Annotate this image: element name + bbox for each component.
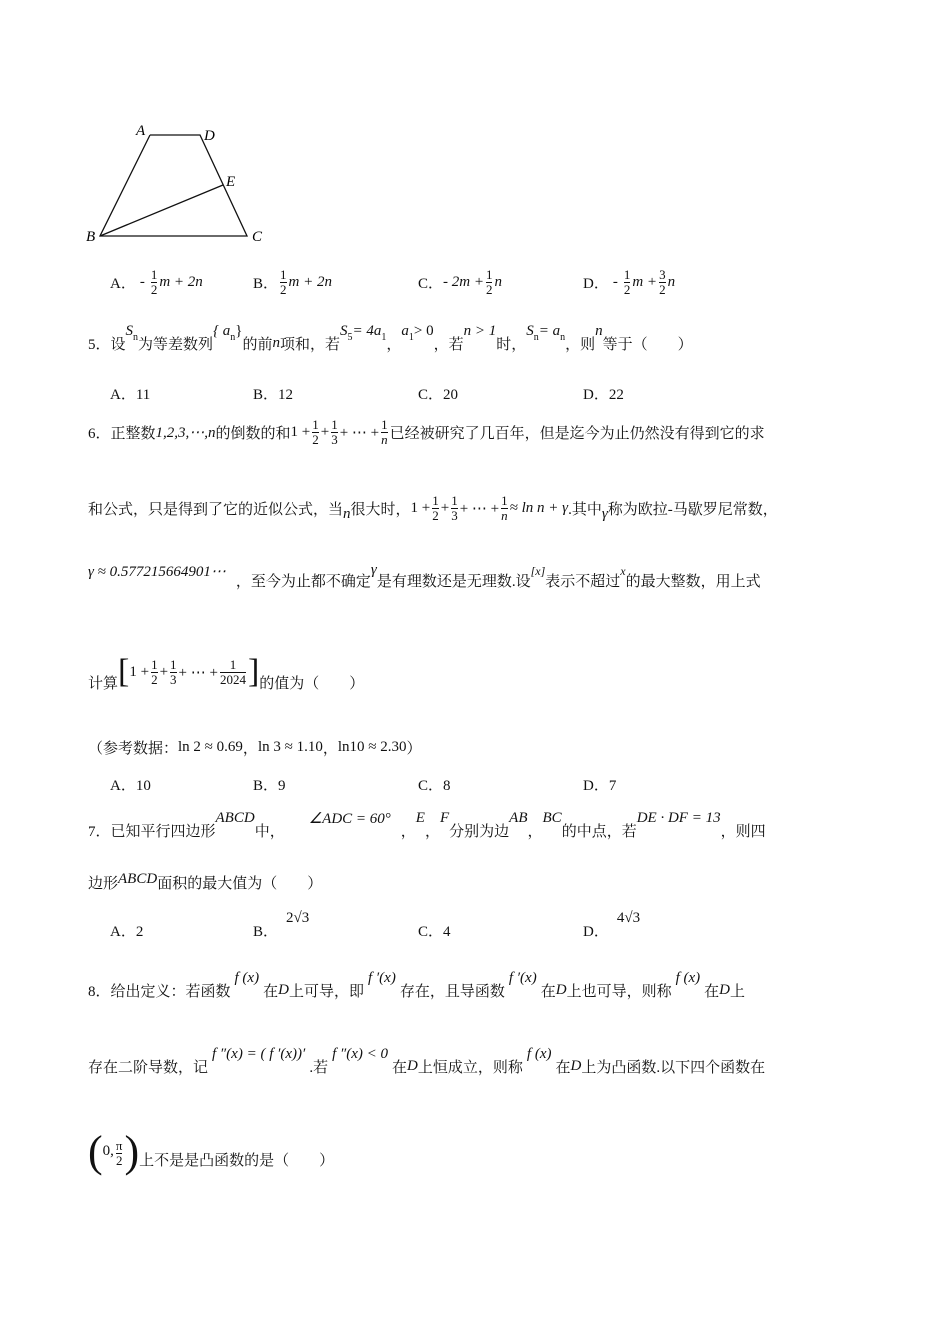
text-run: ，若 <box>433 337 464 353</box>
text-run: ln 2 ≈ 0.69 <box>178 739 243 755</box>
label-d: D <box>204 128 215 144</box>
text-run: DE · DF = 13 <box>636 810 721 826</box>
text-run: 的倒数的和 <box>215 426 291 442</box>
q7-option-c[interactable]: C．4 <box>418 924 451 940</box>
q4-option-c[interactable] <box>418 268 502 297</box>
text-run: ∠ADC = 60° <box>308 811 391 827</box>
text-run: 1 <box>501 493 508 508</box>
text-run: ，至今为止都不确定 <box>235 574 371 590</box>
text-run: 2 <box>150 282 158 297</box>
text-run: 很大时， <box>350 502 411 518</box>
text-run: 3 <box>331 432 338 447</box>
expr: m + 2n <box>288 274 332 290</box>
label-a: A <box>136 123 146 139</box>
text-run: 分别为边 <box>449 824 510 840</box>
text-run: 2024 <box>219 671 246 687</box>
text-run: f (x) <box>675 970 701 986</box>
option-label: C． <box>418 276 444 292</box>
fraction <box>501 494 508 523</box>
text-run: 2 <box>659 282 666 297</box>
fraction <box>151 658 158 687</box>
fraction <box>451 494 458 523</box>
fraction <box>624 268 631 297</box>
text-run: 1 <box>280 267 287 282</box>
text-run: ， <box>527 824 543 840</box>
text-run: 5．设 <box>88 337 126 353</box>
q6-stem-line4 <box>88 653 365 692</box>
text-run: 2 <box>623 282 631 297</box>
q7-option-b[interactable] <box>253 908 310 940</box>
text-run: D <box>278 982 289 998</box>
text-run: 1 <box>151 656 158 672</box>
text-run: ， <box>400 824 416 840</box>
text-run: 3 <box>451 508 458 523</box>
fraction <box>331 418 338 447</box>
fraction <box>381 418 388 447</box>
fraction <box>151 268 158 297</box>
text-run: 5 <box>347 332 353 343</box>
q6-option-c[interactable]: C．8 <box>418 778 451 794</box>
text-run: S <box>125 323 134 339</box>
text-run: + ⋯ + <box>339 425 380 441</box>
text-run: F <box>439 810 450 826</box>
text-run: BC <box>542 810 562 826</box>
text-run: { a <box>213 323 231 339</box>
text-run: D <box>719 982 731 998</box>
text-run: 面积的最大值为（ ） <box>157 876 323 892</box>
fraction <box>486 268 493 297</box>
text-run: n <box>501 508 508 523</box>
text-run: 和公式，只是得到了它的近似公式，当 <box>88 502 344 518</box>
text-run: f (x) <box>234 970 260 986</box>
fraction <box>220 658 246 687</box>
expr: n <box>494 274 502 290</box>
text-run: .若 <box>309 1060 329 1076</box>
text-run: 1 <box>312 417 319 432</box>
text-run: > 0 <box>413 323 434 339</box>
text-run: [x] <box>530 564 546 578</box>
text-run: f ′(x) <box>508 970 537 986</box>
fraction <box>659 268 666 297</box>
text-run: 在 <box>263 984 279 1000</box>
q5-option-b[interactable]: B．12 <box>253 387 294 403</box>
text-run: 上不是是凸函数的是（ ） <box>139 1153 335 1169</box>
q8-stem-line1 <box>88 970 746 1001</box>
text-run: f (x) <box>526 1046 552 1062</box>
q5-option-d[interactable]: D．22 <box>583 387 624 403</box>
text-run: ，则 <box>565 337 596 353</box>
q7-stem-line2 <box>88 872 322 893</box>
expr: m + <box>632 274 658 290</box>
text-run: 等于（ ） <box>602 337 693 353</box>
text-run: 存在二阶导数，记 <box>88 1060 209 1076</box>
fraction <box>432 494 439 523</box>
q6-reference-data <box>88 737 422 758</box>
text-run: + <box>320 424 330 440</box>
text-run: 上也可导，则称 <box>566 984 672 1000</box>
text-run: } <box>235 323 243 339</box>
text-run: B． <box>253 924 279 940</box>
text-run: n <box>133 332 139 343</box>
text-run: 计算 <box>88 675 119 692</box>
q6-stem-line1 <box>88 418 765 447</box>
text-run: [ <box>118 653 130 690</box>
text-run: ln 3 ≈ 1.10 <box>257 739 323 755</box>
text-run: .其中 <box>568 502 602 518</box>
trapezoid-figure <box>80 115 280 255</box>
text-run: + ⋯ + <box>459 501 500 517</box>
text-run: （参考数据： <box>88 741 179 757</box>
text-run: n <box>560 332 566 343</box>
text-run: 上为凸函数.以下四个函数在 <box>581 1060 766 1076</box>
text-run: 2 <box>312 432 319 447</box>
text-run: 1 + <box>290 424 311 440</box>
q4-option-a[interactable] <box>110 268 203 297</box>
text-run: 6．正整数 <box>88 426 156 442</box>
text-run: 2 <box>151 671 158 687</box>
text-run: 边形 <box>88 876 119 892</box>
text-run: S <box>340 323 348 339</box>
text-run: 的最大整数，用上式 <box>625 574 761 590</box>
text-run: n > 1 <box>463 323 497 339</box>
q8-stem-line2 <box>88 1046 766 1077</box>
label-c: C <box>252 229 263 245</box>
text-run: γ <box>370 562 377 578</box>
expr: m + 2n <box>159 274 203 290</box>
text-run: 7．已知平行四边形 <box>88 824 216 840</box>
text-run: 2 <box>115 1153 123 1168</box>
text-run: 1 <box>451 493 458 508</box>
text-run: 在 <box>540 984 556 1000</box>
text-run: 1,2,3,⋯,n <box>155 425 216 441</box>
text-run: n <box>595 323 603 339</box>
text-run: 1 <box>150 267 158 282</box>
q6-stem-line2 <box>88 494 778 523</box>
text-run: + ⋯ + <box>178 664 218 681</box>
fraction <box>312 418 319 447</box>
text-run: AB <box>509 810 528 826</box>
text-run: 1 <box>229 656 237 672</box>
text-run: + <box>159 663 169 680</box>
text-run: 2 <box>280 282 287 297</box>
fraction <box>280 268 287 297</box>
text-run: 表示不超过 <box>545 574 621 590</box>
text-run: n <box>343 506 351 522</box>
option-label: D． <box>583 276 609 292</box>
text-run: ABCD <box>118 871 158 887</box>
q7-option-d[interactable] <box>583 908 641 940</box>
text-run: 称为欧拉-马歇罗尼常数， <box>607 502 778 518</box>
text-run: 1 + <box>410 500 431 516</box>
text-run: 2 <box>432 508 439 523</box>
text-run: 1 <box>331 417 338 432</box>
q4-option-b[interactable] <box>253 268 332 297</box>
text-run: 1 + <box>129 663 150 680</box>
text-run: n <box>272 335 280 351</box>
text-run: 4√3 <box>616 910 641 926</box>
text-run: 2 <box>485 282 493 297</box>
text-run: n <box>533 332 539 343</box>
text-run: 的中点，若 <box>561 824 637 840</box>
text-run: S <box>526 323 534 339</box>
text-run: ≈ ln n + γ <box>509 500 569 516</box>
text-run: 1 <box>381 332 387 343</box>
text-run: 0, <box>102 1143 114 1159</box>
text-run: 的值为（ ） <box>259 675 365 692</box>
text-run: = a <box>538 323 561 339</box>
q6-option-b[interactable]: B．9 <box>253 778 286 794</box>
text-run: f ″(x) = ( f ′(x))′ <box>212 1046 306 1062</box>
text-run: ( <box>88 1127 103 1176</box>
text-run: 8．给出定义：若函数 <box>88 984 231 1000</box>
text-run: 1 <box>432 493 439 508</box>
text-run: 在 <box>704 984 720 1000</box>
text-run: 1 <box>485 267 493 282</box>
option-label: B． <box>253 276 279 292</box>
q4-option-d[interactable] <box>583 268 675 297</box>
q6-option-a[interactable]: A．10 <box>110 778 151 794</box>
text-run: 的前 <box>242 337 273 353</box>
text-run: 项和，若 <box>280 337 341 353</box>
q5-stem <box>88 323 693 354</box>
text-run: 时， <box>496 337 527 353</box>
text-run: E <box>415 810 425 826</box>
text-run: 在 <box>555 1060 571 1076</box>
text-run: 已经被研究了几百年，但是迄今为止仍然没有得到它的求 <box>389 426 765 442</box>
text-run: γ <box>601 506 608 522</box>
text-run: 1 <box>381 417 388 432</box>
q5-option-a[interactable]: A．11 <box>110 387 151 403</box>
label-e: E <box>226 174 236 190</box>
text-run: 上 <box>730 984 746 1000</box>
q8-stem-line3 <box>88 1127 335 1176</box>
text-run: γ ≈ 0.577215664901⋯ <box>88 564 226 580</box>
text-run: + <box>440 500 450 516</box>
text-run: ] <box>247 653 260 690</box>
text-run: ABCD <box>215 810 255 826</box>
text-run: ， <box>322 741 338 757</box>
expr: - 2m + <box>443 274 484 290</box>
option-label: A． <box>110 276 136 292</box>
q6-option-d[interactable]: D．7 <box>583 778 617 794</box>
text-run: 3 <box>170 671 177 687</box>
text-run: D． <box>583 924 609 940</box>
text-run: x <box>620 564 626 578</box>
sign: - <box>612 274 618 290</box>
text-run: ，则四 <box>720 824 766 840</box>
text-run: 存在，且导函数 <box>399 984 505 1000</box>
text-run: ， <box>386 337 402 353</box>
text-run: ， <box>242 741 258 757</box>
text-run: f ′(x) <box>367 970 396 986</box>
q6-stem-line3 <box>88 562 761 591</box>
text-run: 1 <box>170 656 177 672</box>
q5-option-c[interactable]: C．20 <box>418 387 459 403</box>
text-run: 为等差数列 <box>138 337 214 353</box>
text-run: ln10 ≈ 2.30 <box>337 739 407 755</box>
fraction <box>170 658 177 687</box>
text-run: 是有理数还是无理数.设 <box>376 574 531 590</box>
expr: n <box>667 274 676 290</box>
text-run: 1 <box>623 267 631 282</box>
text-run: f ″(x) < 0 <box>332 1046 389 1062</box>
text-run: n <box>381 432 388 447</box>
text-run: a <box>401 323 409 339</box>
text-run: D <box>555 982 567 998</box>
fraction <box>116 1139 123 1168</box>
text-run: ， <box>424 824 440 840</box>
text-run: π <box>115 1138 123 1153</box>
text-run: 2√3 <box>286 910 310 926</box>
text-run: D <box>407 1058 418 1074</box>
q7-stem-line1 <box>88 810 766 841</box>
text-run: ） <box>406 741 422 757</box>
text-run: 中， <box>254 824 285 840</box>
text-run: = 4a <box>352 323 382 339</box>
q7-option-a[interactable]: A．2 <box>110 924 144 940</box>
text-run: 上可导，即 <box>288 984 364 1000</box>
text-run: n <box>230 332 236 343</box>
text-run: 3 <box>659 267 666 282</box>
text-run: 在 <box>392 1060 408 1076</box>
text-run: 上恒成立，则称 <box>417 1060 523 1076</box>
label-b: B <box>86 229 96 245</box>
text-run: ) <box>124 1127 140 1176</box>
text-run: D <box>570 1058 582 1074</box>
sign: - <box>139 274 145 290</box>
text-run: 1 <box>408 332 414 343</box>
